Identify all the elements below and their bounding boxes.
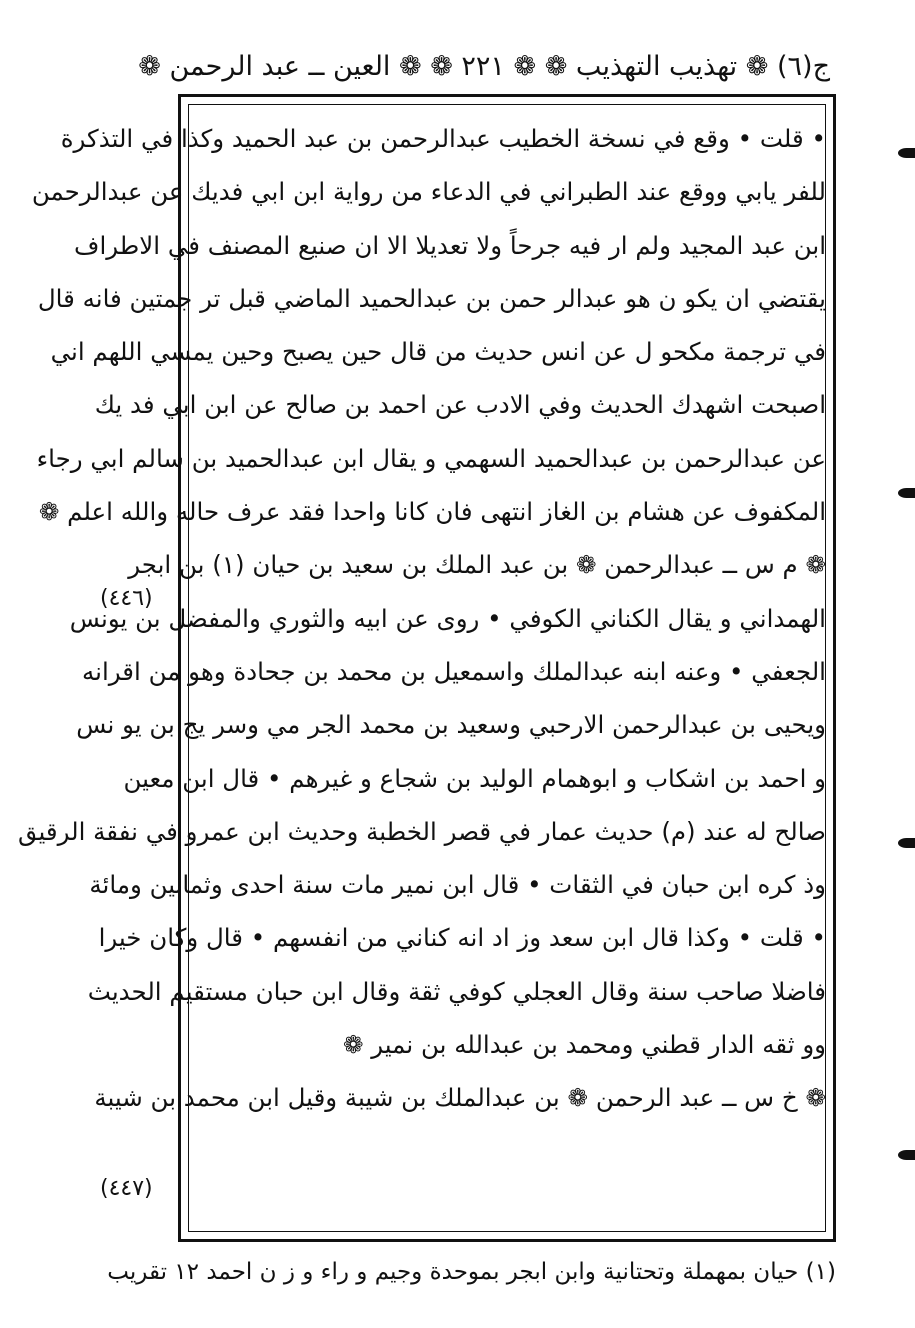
text-line: ويحيى بن عبدالرحمن الارحبي وسعيد بن محمد الجر مي وسر يج بن يو نس bbox=[76, 710, 826, 740]
margin-punch-mark bbox=[898, 1150, 915, 1160]
text-line: فاضلا صاحب سنة وقال العجلي كوفي ثقة وقال ابن حبان مستقيم الحديث bbox=[87, 976, 826, 1006]
footnote: (١) حيان بمهملة وتحتانية وابن ابجر بموحدة وجيم و راء و ز ن احمد ١٢ تقريب bbox=[107, 1259, 836, 1285]
entry-number-446: (٤٤٦) bbox=[100, 586, 153, 611]
text-line: ابن عبد المجيد ولم ار فيه جرحاً ولا تعديلا الا ان صنيع المصنف في الاطراف bbox=[74, 230, 826, 260]
entry-heading-line: ❁ م س ــ عبدالرحمن ❁ بن عبد الملك بن سعيد بن حيان (١) بن ابجر bbox=[128, 550, 826, 580]
page-header: ج(٦) ❁ تهذيب التهذيب ❁ ❁ ٢٢١ ❁ ❁ العين ــ عبد الرحمن ❁ bbox=[138, 51, 830, 82]
text-line: الجعفي • وعنه ابنه عبدالملك واسمعيل بن محمد بن جحادة وهو من اقرانه bbox=[82, 656, 826, 686]
text-line: الهمداني و يقال الكناني الكوفي • روى عن ابيه والثوري والمفضل بن يونس bbox=[69, 603, 826, 633]
text-line: عن عبدالرحمن بن عبدالحميد السهمي و يقال ابن عبدالحميد بن سالم ابي رجاء bbox=[36, 443, 826, 473]
text-line: و احمد بن اشكاب و ابوهمام الوليد بن شجاع و غيرهم • قال ابن معين bbox=[123, 763, 826, 793]
text-line: • قلت • وكذا قال ابن سعد وز اد انه كناني من انفسهم • قال وكان خيرا bbox=[98, 923, 826, 953]
entry-heading-line: ❁ خ س ــ عبد الرحمن ❁ بن عبدالملك بن شيبة وقيل ابن محمد بن شيبة bbox=[94, 1083, 826, 1113]
margin-punch-mark bbox=[898, 838, 915, 848]
text-line: يقتضي ان يكو ن هو عبدالر حمن بن عبدالحميد الماضي قبل تر جمتين فانه قال bbox=[37, 283, 826, 313]
text-line: المكفوف عن هشام بن الغاز انتهى فان كانا واحدا فقد عرف حاله والله اعلم ❁ bbox=[38, 497, 826, 527]
entry-number-447: (٤٤٧) bbox=[100, 1176, 153, 1201]
text-line: للفر يابي ووقع عند الطبراني في الدعاء من رواية ابن ابي فديك عن عبدالرحمن bbox=[31, 177, 826, 207]
text-line: صالح له عند (م) حديث عمار في قصر الخطبة وحديث ابن عمرو في نفقة الرقيق bbox=[18, 816, 826, 846]
text-line: في ترجمة مكحو ل عن انس حديث من قال حين يصبح وحين يمسي اللهم اني bbox=[50, 337, 826, 367]
margin-punch-mark bbox=[898, 148, 915, 158]
text-line: • قلت • وقع في نسخة الخطيب عبدالرحمن بن عبد الحميد وكذا في التذكرة bbox=[60, 124, 826, 153]
text-line: وو ثقه الدار قطني ومحمد بن عبدالله بن نمير ❁ bbox=[342, 1030, 826, 1060]
text-line: وذ كره ابن حبان في الثقات • قال ابن نمير مات سنة احدى وثمانين ومائة bbox=[89, 870, 826, 900]
text-line: اصبحت اشهدك الحديث وفي الادب عن احمد بن صالح عن ابن ابي فد يك bbox=[94, 390, 826, 420]
margin-punch-mark bbox=[898, 488, 915, 498]
